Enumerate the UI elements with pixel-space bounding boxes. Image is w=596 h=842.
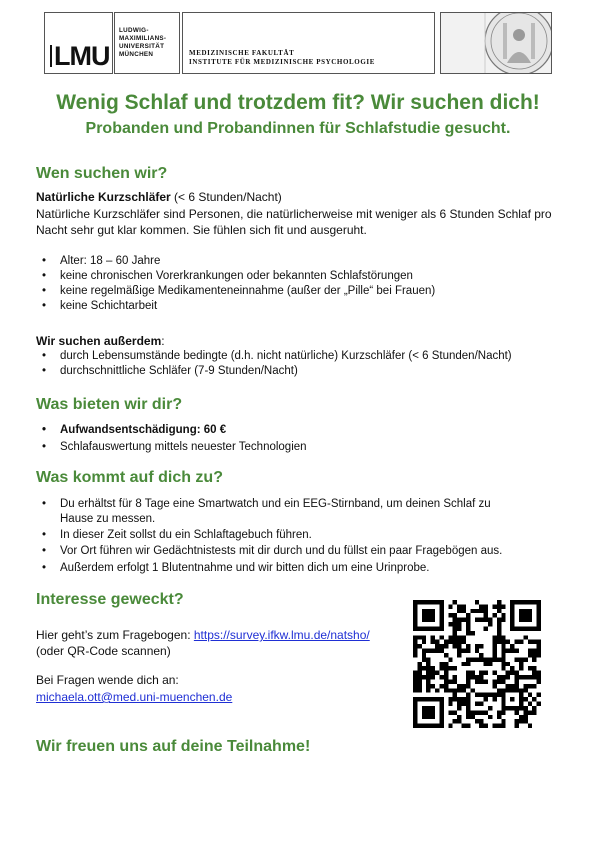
also-list-item: • durchschnittliche Schläfer (7-9 Stunden/Nacht) — [60, 364, 298, 379]
description-line: Natürliche Kurzschläfer sind Personen, die natürlicherweise mit weniger als 6 Stunden Schlaf pro — [36, 207, 552, 221]
criteria-list-item: • Alter: 18 – 60 Jahre — [60, 254, 160, 269]
email-link[interactable]: michaela.ott@med.uni-muenchen.de — [36, 690, 233, 704]
criteria-list-item: • keine regelmäßige Medikamenteneinnahme (außer der „Pille“ bei Frauen) — [60, 284, 435, 299]
university-seal-box — [440, 12, 552, 74]
contact-intro: Bei Fragen wende dich an: — [36, 673, 179, 687]
faculty-name: MEDIZINISCHE FAKULTÄT — [189, 49, 295, 57]
section-heading-who: Wen suchen wir? — [36, 165, 168, 182]
university-name-line: MÜNCHEN — [119, 51, 154, 58]
faculty-box — [182, 12, 435, 74]
procedure-list-item: • Vor Ort führen wir Gedächtnistests mit dir durch und du füllst ein paar Fragebögen aus. — [60, 544, 502, 559]
section-heading-interest: Interesse geweckt? — [36, 591, 184, 608]
offer-list-item: • Schlafauswertung mittels neuester Technologien — [60, 440, 307, 455]
short-sleeper-rest: (< 6 Stunden/Nacht) — [170, 190, 282, 204]
procedure-list-item: • In dieser Zeit sollst du ein Schlaftagebuch führen. — [60, 528, 312, 543]
university-name-box — [114, 12, 180, 74]
qr-hint: (oder QR-Code scannen) — [36, 644, 171, 658]
qr-code[interactable] — [413, 600, 541, 728]
criteria-list-item: • keine Schichtarbeit — [60, 299, 157, 314]
section-heading-procedure: Was kommt auf dich zu? — [36, 469, 223, 486]
short-sleeper-lead — [36, 189, 282, 206]
survey-link[interactable]: https://survey.ifkw.lmu.de/natsho/ — [193, 628, 370, 642]
university-name-line: UNIVERSITÄT — [119, 43, 165, 50]
also-looking-label — [36, 333, 165, 350]
lmu-logo: LMU — [50, 43, 109, 70]
description-line: Nacht sehr gut klar kommen. Sie fühlen sich fit und ausgeruht. — [36, 223, 367, 237]
contact-email-line — [36, 689, 232, 706]
section-heading-offer: Was bieten wir dir? — [36, 396, 183, 413]
also-looking-colon: : — [161, 334, 165, 348]
survey-prefix: Hier geht’s zum Fragebogen: — [36, 628, 194, 642]
criteria-list-item: • keine chronischen Vorerkrankungen oder bekannten Schlafstörungen — [60, 269, 413, 284]
procedure-line: Hause zu messen. — [60, 513, 156, 525]
survey-line — [36, 627, 370, 644]
page-subtitle: Probanden und Probandinnen für Schlafstudie gesucht. — [85, 120, 511, 137]
institute-name: INSTITUTE FÜR MEDIZINISCHE PSYCHOLOGIE — [189, 58, 375, 66]
university-name-line: MAXIMILIANS- — [119, 35, 167, 42]
university-name-line: LUDWIG- — [119, 27, 149, 34]
procedure-list-item: • Außerdem erfolgt 1 Blutentnahme und wir bitten dich um eine Urinprobe. — [60, 561, 429, 576]
procedure-list-item — [60, 497, 491, 527]
page-title: Wenig Schlaf und trotzdem fit? Wir suchen dich! — [56, 91, 540, 114]
also-list-item: • durch Lebensumstände bedingte (d.h. nicht natürliche) Kurzschläfer (< 6 Stunden/Nacht) — [60, 349, 512, 364]
lmu-logo-box — [44, 12, 113, 74]
closing-message: Wir freuen uns auf deine Teilnahme! — [36, 738, 311, 755]
also-looking-bold: Wir suchen außerdem — [36, 334, 162, 348]
university-seal-icon — [441, 13, 552, 74]
short-sleeper-bold: Natürliche Kurzschläfer — [36, 190, 171, 204]
offer-list-item: • Aufwandsentschädigung: 60 € — [60, 423, 226, 438]
procedure-line: Du erhältst für 8 Tage eine Smartwatch und ein EEG-Stirnband, um deinen Schlaf zu — [60, 498, 491, 510]
